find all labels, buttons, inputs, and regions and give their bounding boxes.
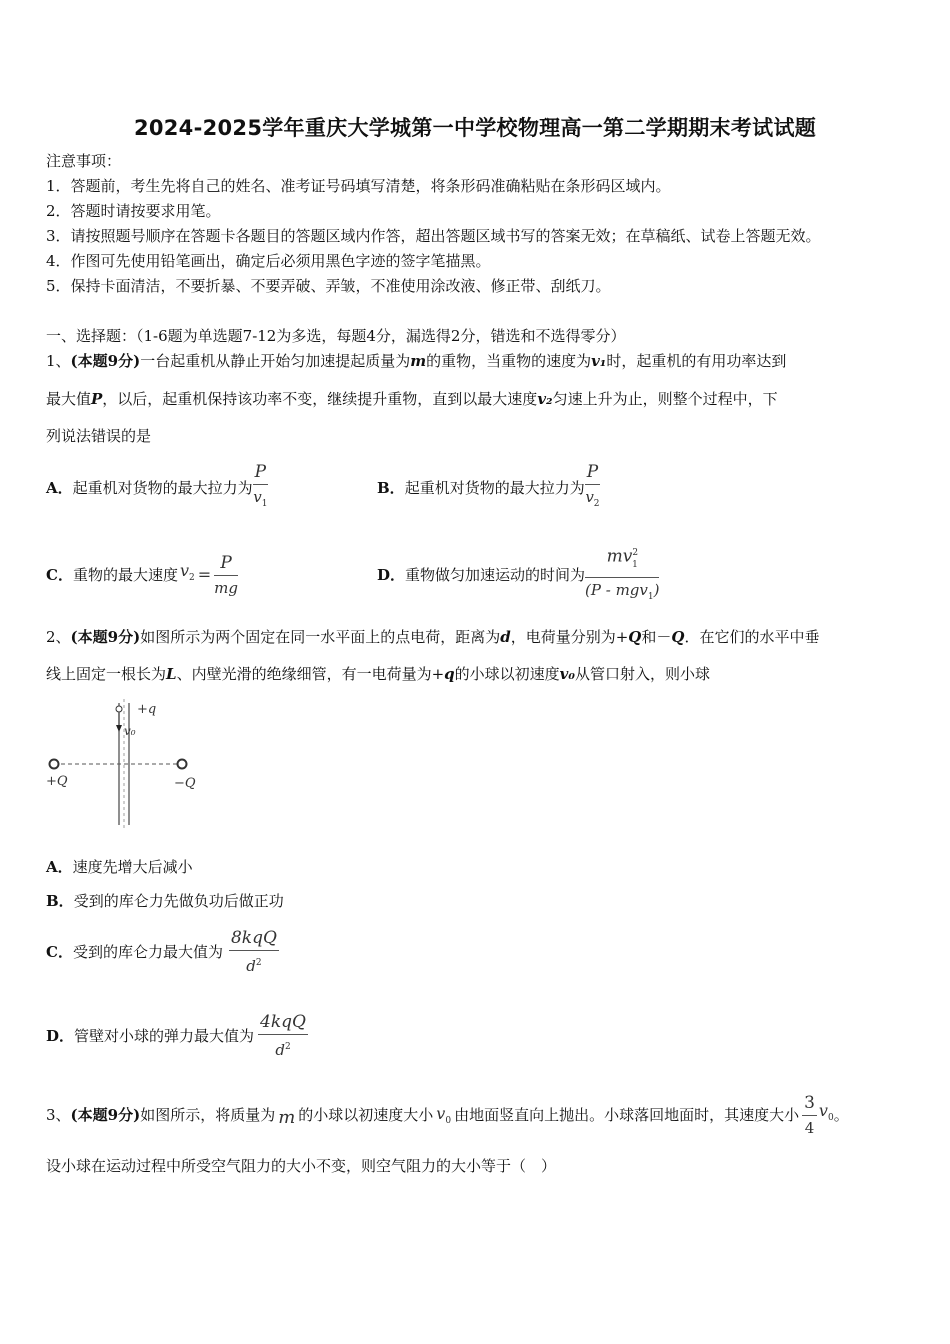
q1-a-fraction: $\frac{P}{v_1}$	[253, 462, 268, 509]
q1-stem-line2: 最大值P，以后，起重机保持该功率不变，继续提升重物，直到以最大速度v₂匀速上升为止，则整个过程中，下	[46, 390, 778, 408]
q2-c-fraction: $\frac{\text{8kqQ}}{d^2}$	[230, 928, 277, 975]
page-title: 2024-2025学年重庆大学城第一中学校物理高一第二学期期末考试试题	[133, 116, 817, 140]
q1-option-d: D． 重物做匀加速运动的时间为 $\frac{mv^2_1}{(P - mgv_1)}$	[377, 544, 659, 606]
q2-option-d: D． 管壁对小球的弹力最大值为 $\frac{\text{4kqQ}}{d^2}$	[46, 1012, 306, 1059]
section-heading: 一、选择题：（1-6题为单选题7-12为多选，每题4分，漏选得2分，错选和不选得零分）	[46, 327, 626, 345]
label-plus-Q: +Q	[46, 774, 68, 789]
label-minus-Q: −Q	[174, 776, 196, 791]
velocity-arrowhead	[116, 725, 122, 732]
notice-item: 5．保持卡面清洁，不要折暴、不要弄破、弄皱，不准使用涂改液、修正带、刮纸刀。	[46, 277, 611, 295]
notice-item: 1．答题前，考生先将自己的姓名、准考证号码填写清楚，将条形码准确粘贴在条形码区域内。	[46, 177, 671, 195]
q2-option-c: C． 受到的库仑力最大值为 $\frac{\text{8kqQ}}{d^2}$	[46, 928, 277, 975]
notice-item: 3．请按照题号顺序在答题卡各题目的答题区域内作答，超出答题区域书写的答案无效；在草稿纸、试卷上答题无效。	[46, 227, 821, 245]
q3-fraction: $\frac{3}{4}$	[804, 1092, 815, 1137]
ball	[116, 706, 122, 712]
label-v0: v₀	[124, 724, 136, 738]
q1-option-b: B． 起重机对货物的最大拉力为 $\frac{P}{v_2}$	[377, 458, 600, 518]
q2-option-b: B．受到的库仑力先做负功后做正功	[46, 892, 284, 910]
q1-option-c: C． 重物的最大速度 $v_2$ = $\frac{P}{mg}$	[46, 552, 238, 597]
q2-stem-line1: 2、(本题9分)如图所示为两个固定在同一水平面上的点电荷，距离为d，电荷量分别为+Q和－Q．在它们的水平中垂	[46, 628, 820, 646]
q2-option-a: A．速度先增大后减小	[46, 858, 193, 876]
q1-stem-line3: 列说法错误的是	[46, 427, 152, 445]
q3-stem-line2: 设小球在运动过程中所受空气阻力的大小不变，则空气阻力的大小等于（ ）	[46, 1157, 557, 1175]
q2-figure	[40, 697, 210, 832]
q1-stem-line1: 1、(本题9分)一台起重机从静止开始匀加速提起质量为m的重物，当重物的速度为v₁时，起重机的有用功率达到	[46, 352, 787, 370]
q2-d-fraction: $\frac{\text{4kqQ}}{d^2}$	[260, 1012, 306, 1059]
q1-option-a: A． 起重机对货物的最大拉力为 $\frac{P}{v_1}$	[46, 458, 268, 518]
notice-item: 4．作图可先使用铅笔画出，确定后必须用黑色字迹的签字笔描黑。	[46, 252, 491, 270]
q1-c-fraction: $\frac{P}{mg}$	[214, 552, 238, 597]
notice-heading: 注意事项：	[46, 152, 122, 170]
positive-charge	[50, 760, 59, 769]
notice-item: 2．答题时请按要求用笔。	[46, 202, 221, 220]
negative-charge	[178, 760, 187, 769]
q3-stem-line1: 3、 (本题9分) 如图所示，将质量为 m 的小球以初速度大小 $v_0$ 由地面竖直向上抛出。小球落回地面时，其速度大小 $\frac{3}{4}$ $v_0$ 。	[46, 1092, 849, 1137]
q2-stem-line2: 线上固定一根长为L、内壁光滑的绝缘细管，有一电荷量为+q的小球以初速度v₀从管口射入，则小球	[46, 665, 710, 683]
q1-d-fraction: $\frac{mv^2_1}{(P - mgv_1)}$	[585, 543, 659, 606]
label-plus-q: +q	[137, 702, 157, 717]
q1-b-fraction: $\frac{P}{v_2}$	[585, 462, 600, 509]
